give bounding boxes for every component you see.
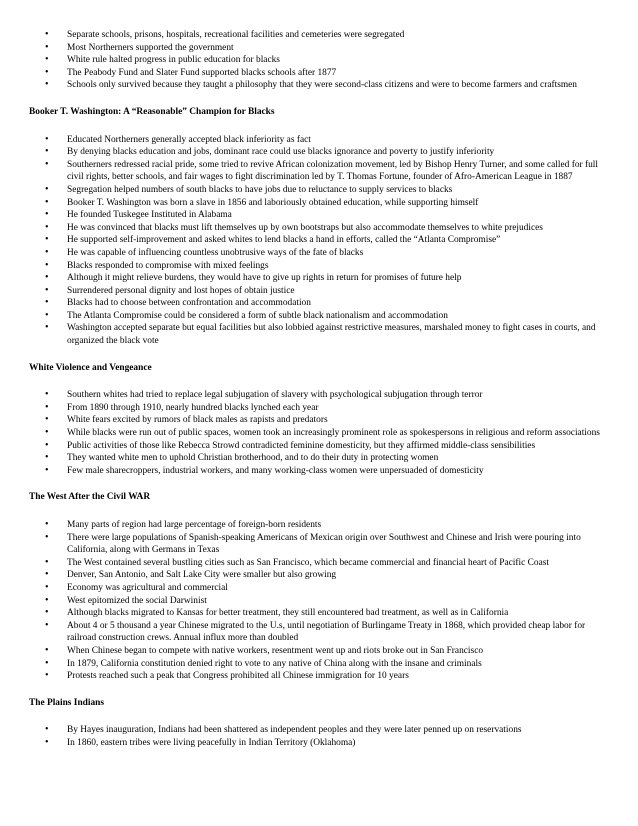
list-item: • Southern whites had tried to replace legal subjugation of slavery with psychological subjugation through terror [29, 389, 610, 402]
section-heading-washington: Booker T. Washington: A “Reasonable” Champion for Blacks [29, 106, 275, 117]
west-bullet-list [29, 519, 610, 683]
section-heading-plains: The Plains Indians [29, 697, 105, 708]
list-item: • Blacks had to choose between confrontation and accommodation [29, 297, 610, 310]
list-item: • Southerners redressed racial pride, some tried to revive African colonization movement, led by Bishop Henry Turner, and some called for full civil rights, better schools, and fair wages to fight discrimination led by T. Thomas Fortune, founder of Afro-American League in 1887 [29, 159, 610, 184]
list-item: • By denying blacks education and jobs, dominant race could use blacks ignorance and poverty to justify inferiority [29, 146, 610, 159]
list-item: • The West contained several bustling cities such as San Francisco, which became commercial and financial heart of Pacific Coast [29, 557, 610, 570]
list-item: • Although it might relieve burdens, they would have to give up rights in return for promises of future help [29, 272, 610, 285]
list-item: • Booker T. Washington was born a slave in 1856 and laboriously obtained education, while supporting himself [29, 197, 610, 210]
list-item: • He supported self-improvement and asked whites to lend blacks a hand in efforts, called the “Atlanta Compromise” [29, 234, 610, 247]
list-item: • Schools only survived because they taught a philosophy that they were second-class citizens and were to become farmers and craftsmen [29, 79, 610, 92]
list-item: • Surrendered personal dignity and lost hopes of obtain justice [29, 285, 610, 298]
intro-bullet-list [29, 29, 610, 92]
plains-bullet-list [29, 724, 610, 749]
list-item: • Few male sharecroppers, industrial workers, and many working-class women were unpersuaded of domesticity [29, 465, 610, 478]
list-item: • Protests reached such a peak that Congress prohibited all Chinese immigration for 10 years [29, 670, 610, 683]
list-item: • Economy was agricultural and commercial [29, 582, 610, 595]
list-item: • Blacks responded to compromise with mixed feelings [29, 260, 610, 273]
list-item: • About 4 or 5 thousand a year Chinese migrated to the U.s, until negotiation of Burlingame Treaty in 1868, which provided cheap labor for railroad construction crews. Annual influx more than doubled [29, 620, 610, 645]
list-item: • When Chinese began to compete with native workers, resentment went up and riots broke out in San Francisco [29, 645, 610, 658]
list-item: • While blacks were run out of public spaces, women took an increasingly prominent role as spokespersons in religious and reform associations [29, 427, 610, 440]
list-item: • West epitomized the social Darwinist [29, 595, 610, 608]
list-item: • Separate schools, prisons, hospitals, recreational facilities and cemeteries were segregated [29, 29, 610, 42]
list-item: • In 1879, California constitution denied right to vote to any native of China along with the insane and criminals [29, 658, 610, 671]
list-item: • In 1860, eastern tribes were living peacefully in Indian Territory (Oklahoma) [29, 737, 610, 750]
violence-bullet-list [29, 389, 610, 477]
list-item: • The Peabody Fund and Slater Fund supported blacks schools after 1877 [29, 67, 610, 80]
list-item: • He founded Tuskegee Instituted in Alabama [29, 209, 610, 222]
list-item: • Denver, San Antonio, and Salt Lake City were smaller but also growing [29, 569, 610, 582]
list-item: • Public activities of those like Rebecca Strowd contradicted feminine domesticity, but they affirmed middle-class sensibilities [29, 440, 610, 453]
list-item: • From 1890 through 1910, nearly hundred blacks lynched each year [29, 402, 610, 415]
list-item: • Although blacks migrated to Kansas for better treatment, they still encountered bad treatment, as well as in California [29, 607, 610, 620]
list-item: • Many parts of region had large percentage of foreign-born residents [29, 519, 610, 532]
list-item: • Most Northerners supported the government [29, 42, 610, 55]
list-item: • They wanted white men to uphold Christian brotherhood, and to do their duty in protecting women [29, 452, 610, 465]
list-item: • Washington accepted separate but equal facilities but also lobbied against restrictive measures, marshaled money to fight cases in courts, and organized the black vote [29, 322, 610, 347]
list-item: • He was capable of influencing countless unobtrusive ways of the fate of blacks [29, 247, 610, 260]
list-item: • White rule halted progress in public education for blacks [29, 54, 610, 67]
list-item: • By Hayes inauguration, Indians had been shattered as independent peoples and they were later penned up on reservations [29, 724, 610, 737]
list-item: • Segregation helped numbers of south blacks to have jobs due to reluctance to supply services to blacks [29, 184, 610, 197]
list-item: • Educated Northerners generally accepted black inferiority as fact [29, 134, 610, 147]
section-heading-violence: White Violence and Vengeance [29, 362, 152, 373]
list-item: • He was convinced that blacks must lift themselves up by own bootstraps but also accommodate themselves to white prejudices [29, 222, 610, 235]
washington-bullet-list [29, 134, 610, 348]
list-item: • The Atlanta Compromise could be considered a form of subtle black nationalism and accommodation [29, 310, 610, 323]
list-item: • There were large populations of Spanish-speaking Americans of Mexican origin over Southwest and Chinese and Irish were pouring into California, along with Germans in Texas [29, 532, 610, 557]
section-heading-west: The West After the Civil WAR [29, 492, 151, 503]
list-item: • White fears excited by rumors of black males as rapists and predators [29, 414, 610, 427]
